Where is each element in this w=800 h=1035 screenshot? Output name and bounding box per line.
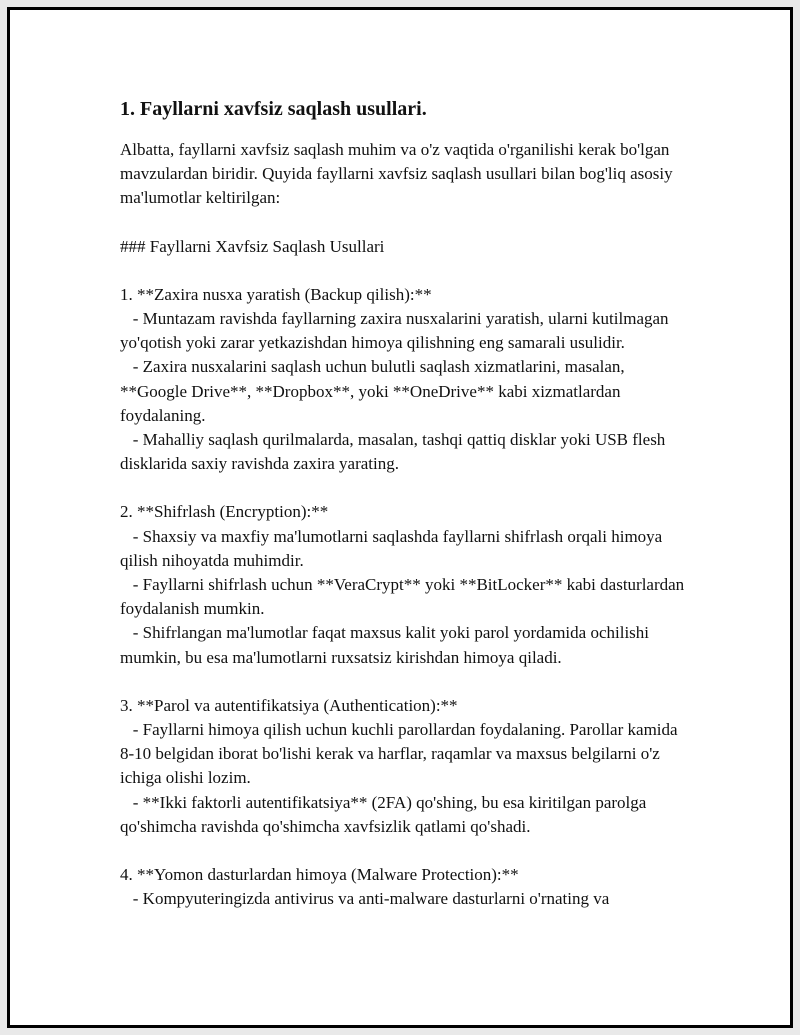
bullet-item: - Muntazam ravishda fayllarning zaxira nusxalarini yaratish, ularni kutilmagan yo'qotish yoki zarar yetkazishdan himoya qilishning eng samarali usulidir. [120, 309, 673, 353]
bullet-item: - Shifrlangan ma'lumotlar faqat maxsus kalit yoki parol yordamida ochilishi mumkin, bu esa ma'lumotlarni ruxsatsiz kirishdan himoya qiladi. [120, 623, 654, 667]
bullet-item: - Fayllarni shifrlash uchun **VeraCrypt** yoki **BitLocker** kabi dasturlardan foydalanish mumkin. [120, 575, 689, 619]
section-title: 3. **Parol va autentifikatsiya (Authentication):** [120, 695, 458, 715]
bullet-item: - Kompyuteringizda antivirus va anti-malware dasturlarni o'rnating va [120, 889, 610, 909]
section-title: 2. **Shifrlash (Encryption):** [120, 502, 329, 522]
document-content [120, 96, 690, 911]
document-page [7, 7, 793, 1028]
blank-line [120, 211, 690, 235]
bullet-item: - **Ikki faktorli autentifikatsiya** (2FA) qo'shing, bu esa kiritilgan parolga qo'shimcha ravishda qo'shimcha xavfsizlik qatlami qo'shadi. [120, 792, 651, 836]
section-backup [120, 283, 690, 477]
blank-line [120, 670, 690, 694]
section-title: 4. **Yomon dasturlardan himoya (Malware Protection):** [120, 865, 519, 885]
blank-line [120, 259, 690, 283]
blank-line [120, 839, 690, 863]
bullet-item: - Fayllarni himoya qilish uchun kuchli parollardan foydalaning. Parollar kamida 8-10 belgidan iborat bo'lishi kerak va harflar, raqamlar va maxsus belgilarni o'z ichiga olishi lozim. [120, 720, 682, 788]
bullet-item: - Mahalliy saqlash qurilmalarda, masalan, tashqi qattiq disklar yoki USB flesh disklarida saxiy ravishda zaxira yarating. [120, 430, 670, 474]
section-heading: ### Fayllarni Xavfsiz Saqlash Usullari [120, 236, 385, 256]
blank-line [120, 476, 690, 500]
section-malware-protection [120, 863, 690, 911]
bullet-item: - Shaxsiy va maxfiy ma'lumotlarni saqlashda fayllarni shifrlash orqali himoya qilish nihoyatda muhimdir. [120, 526, 667, 570]
section-title: 1. **Zaxira nusxa yaratish (Backup qilish):** [120, 284, 432, 304]
section-authentication [120, 694, 690, 839]
bullet-item: - Zaxira nusxalarini saqlash uchun bulutli saqlash xizmatlarini, masalan, **Google Drive**, **Dropbox**, yoki **OneDrive** kabi xizmatlardan foydalaning. [120, 357, 629, 425]
document-title: 1. Fayllarni xavfsiz saqlash usullari. [120, 98, 427, 120]
intro-paragraph: Albatta, fayllarni xavfsiz saqlash muhim va o'z vaqtida o'rganilishi kerak bo'lgan mavzulardan biridir. Quyida fayllarni xavfsiz saqlash usullari bilan bog'liq asosiy ma'lumotlar keltirilgan: [120, 140, 677, 208]
section-encryption [120, 500, 690, 669]
